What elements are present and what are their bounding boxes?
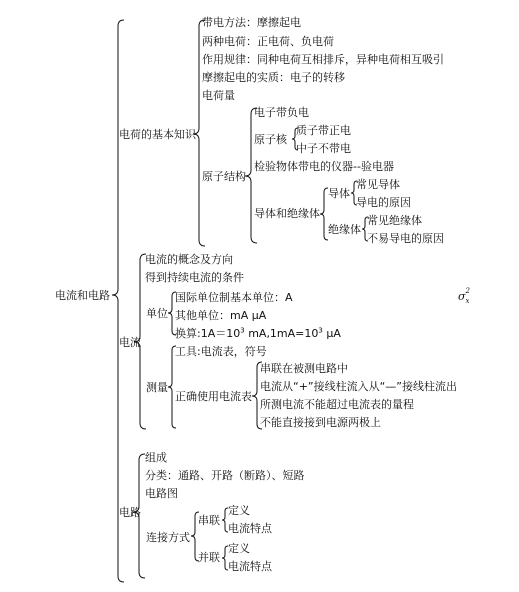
conductor-label: 导体 [328,187,350,200]
electroscope-label: 检验物体带电的仪器--验电器 [254,160,394,173]
measure-rule: 电流从“+”接线柱流入从“—”接线柱流出 [260,380,458,393]
circuit-item: 分类：通路、开路（断路）、短路 [145,469,305,482]
charge-item: 带电方法：摩擦起电 [202,16,301,29]
parallel-item: 定义 [228,542,250,555]
charge-item: 电荷量 [202,89,235,102]
series-item: 定义 [228,504,250,517]
conductor-item: 常见导体 [356,178,400,191]
connection-title: 连接方式 [146,531,190,544]
series-item: 电流特点 [228,522,272,535]
correct-use-label: 正确使用电流表 [175,390,252,403]
current-item: 得到持续电流的条件 [145,271,244,284]
measure-rule: 串联在被测电路中 [260,362,348,375]
nucleus-label: 原子核 [254,133,287,146]
charge-item: 摩擦起电的实质：电子的转移 [202,71,345,84]
root-label: 电流和电路 [55,289,110,302]
insulator-item: 常见绝缘体 [367,214,422,227]
circuit-title: 电路 [119,506,141,519]
current-title: 电流 [119,336,141,349]
conv-exp-1: 3 [240,326,245,335]
margin-mark-sub: x [465,297,470,305]
measure-brace [168,346,176,428]
measure-rule: 不能直接接到电源两极上 [260,416,381,429]
measure-title: 测量 [146,381,168,394]
conductor-item: 导电的原因 [356,196,411,209]
insulator-item: 不易导电的原因 [367,232,444,245]
current-item: 电流的概念及方向 [145,253,233,266]
unit-si [175,291,293,304]
measure-rule: 所测电流不能超过电流表的量程 [260,398,414,411]
circuit-item: 组成 [145,451,167,464]
cond-insul-brace [320,188,328,240]
cond-insul-label: 导体和绝缘体 [254,207,320,220]
margin-mark-sup: 2 [465,287,470,295]
unit-other: 其他单位：mA μA [175,309,267,322]
conv-part-a: 换算:1A＝10 [175,327,241,340]
electron-label: 电子带负电 [254,106,309,119]
unit-title: 单位 [146,307,168,320]
charge-title: 电荷的基本知识 [119,128,196,141]
charge-item: 作用规律：同种电荷互相排斥，异种电荷相互吸引 [202,53,444,66]
root-brace [112,20,124,582]
series-label: 串联 [198,514,220,527]
circuit-item: 电路图 [145,487,178,500]
charge-item: 两种电荷：正电荷、负电荷 [202,35,334,48]
neutron-label: 中子不带电 [296,142,351,155]
parallel-label: 并联 [198,551,220,564]
conv-exp-2: 3 [318,326,323,335]
unit-conversion [175,327,341,340]
unit-si-text: 国际单位制基本单位： [175,291,285,304]
unit-si-symbol: A [285,291,293,304]
proton-label: 质子带正电 [296,124,351,137]
conv-part-c: μA [322,327,341,340]
margin-mark-base: σ [458,290,466,303]
insulator-label: 绝缘体 [328,223,361,236]
structure-brace [245,108,257,243]
structure-title: 原子结构 [202,170,246,183]
parallel-item: 电流特点 [228,560,272,573]
measure-tool: 工具:电流表，符号 [175,345,267,358]
conv-part-b: mA,1mA=10 [244,327,319,340]
margin-sigma-mark [458,287,472,305]
